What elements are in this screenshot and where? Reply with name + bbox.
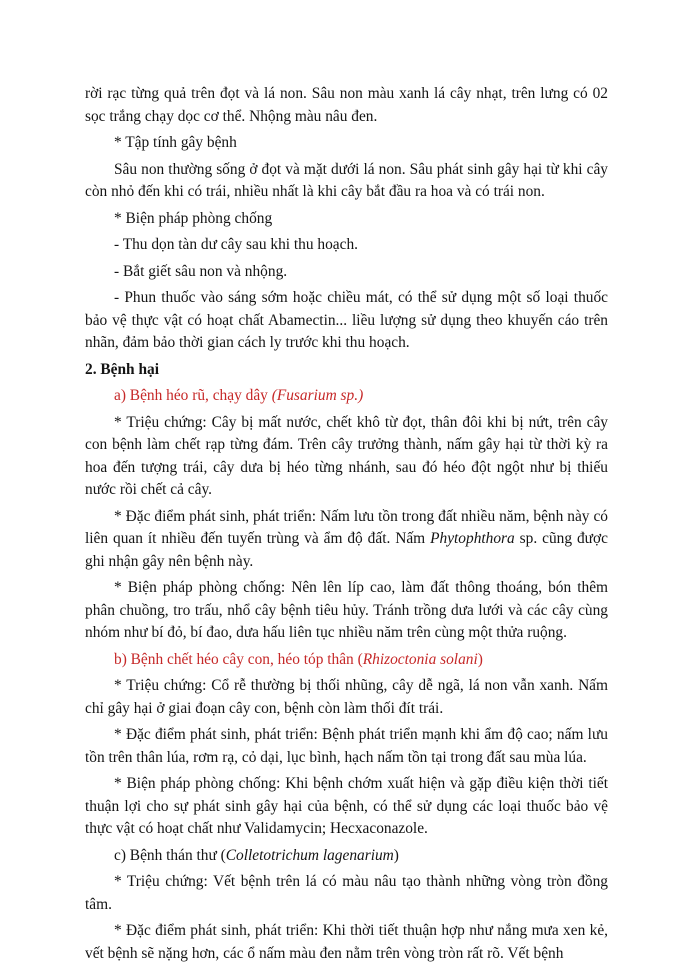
document-page	[85, 83, 608, 969]
disease-a-char-part1: * Đặc điểm phát sinh, phát triển: Nấm lưu tồn trong đất nhiều năm, bệnh này có liên quan ít nhiều đến tuyến trùng và ẩm độ đất. Nấm	[85, 507, 608, 547]
disease-b-prevention: * Biện pháp phòng chống: Khi bệnh chớm xuất hiện và gặp điều kiện thời tiết thuận lợi cho sự phát sinh gây hại của bệnh, có thể sử dụng các loại thuốc bảo vệ thực vật có hoạt chất như Validamycin; Hecxaconazole.	[85, 775, 608, 837]
disease-a-prevention: * Biện pháp phòng chống: Nên lên líp cao, làm đất thông thoáng, bón thêm phân chuồng, tro trấu, nhổ cây bệnh tiêu hủy. Tránh trồng dưa lưới và các cây cùng nhóm như bí đỏ, bí đao, dưa hấu liên tục nhiều năm trên cùng một thửa ruộng.	[85, 579, 608, 641]
disease-a-characteristics	[85, 506, 608, 574]
disease-a-char-latin: Phytophthora	[430, 530, 515, 547]
disease-b-title-suffix: )	[477, 650, 483, 668]
intro-paragraph: rời rạc từng quả trên đọt và lá non. Sâu non màu xanh lá cây nhạt, trên lưng có 02 sọc trắng chạy dọc cơ thể. Nhộng màu nâu đen.	[85, 85, 608, 125]
disease-a-char-part2: sp. cũng được ghi nhận gây nên bệnh này.	[85, 530, 608, 570]
behavior-title: * Tập tính gây bệnh	[114, 134, 237, 151]
disease-c-title	[85, 845, 608, 868]
disease-b-title	[85, 649, 608, 672]
disease-b-characteristics: * Đặc điểm phát sinh, phát triển: Bệnh phát triển mạnh khi ẩm độ cao; nấm lưu tồn trên thân lúa, rơm rạ, cỏ dại, lục bình, hạch nấm tồn tại trong đất sau mùa lúa.	[85, 726, 608, 766]
disease-c-title-latin: Colletotrichum lagenarium	[225, 846, 394, 864]
disease-b-title-prefix: b) Bệnh chết héo cây con, héo tóp thân (	[114, 650, 363, 668]
disease-a-title-prefix: a) Bệnh héo rũ, chạy dây	[114, 387, 272, 404]
prevention-item-1: - Thu dọn tàn dư cây sau khi thu hoạch.	[114, 236, 358, 253]
disease-c-title-prefix: c) Bệnh thán thư (	[114, 846, 226, 864]
disease-b-title-latin: Rhizoctonia solani	[362, 650, 478, 668]
disease-a-title-suffix: sp.)	[336, 387, 364, 404]
prevention-title: * Biện pháp phòng chống	[114, 209, 273, 227]
prevention-item-3: - Phun thuốc vào sáng sớm hoặc chiều mát, có thể sử dụng một số loại thuốc bảo vệ thực vật có hoạt chất Abamectin... liều lượng sử dụng theo khuyến cáo trên nhãn, đảm bảo thời gian cách ly trước khi thu hoạch.	[85, 289, 608, 351]
disease-a-symptoms: * Triệu chứng: Cây bị mất nước, chết khô từ đọt, thân đôi khi bị nứt, trên cây con bệnh làm chết rạp từng đám. Trên cây trưởng thành, nấm gây hại từ thời kỳ ra hoa đến tượng trái, cây dưa bị héo từng nhánh, sau đó héo đột ngột như bị thiếu nước rồi chết cả cây.	[85, 413, 608, 498]
disease-a-title	[85, 385, 608, 408]
behavior-text: Sâu non thường sống ở đọt và mặt dưới lá non. Sâu phát sinh gây hại từ khi cây còn nhỏ đến khi có trái, nhiều nhất là khi cây bắt đầu ra hoa và có trái non.	[85, 160, 608, 200]
disease-c-title-suffix: )	[393, 846, 399, 864]
disease-c-characteristics: * Đặc điểm phát sinh, phát triển: Khi thời tiết thuận hợp như nắng mưa xen kẻ, vết bệnh sẽ nặng hơn, các ổ nấm màu đen nằm trên vòng tròn rất rõ. Vết bệnh	[85, 922, 608, 962]
disease-a-title-latin: (Fusarium	[271, 387, 337, 404]
disease-c-symptoms: * Triệu chứng: Vết bệnh trên lá có màu nâu tạo thành những vòng tròn đồng tâm.	[85, 873, 608, 913]
prevention-item-2: - Bắt giết sâu non và nhộng.	[114, 262, 288, 280]
section-2-title: 2. Bệnh hại	[85, 360, 159, 378]
disease-b-symptoms: * Triệu chứng: Cổ rễ thường bị thối nhũng, cây dễ ngã, lá non vẫn xanh. Nấm chỉ gây hại ở giai đoạn cây con, bệnh còn làm thối đít trái.	[85, 677, 608, 717]
